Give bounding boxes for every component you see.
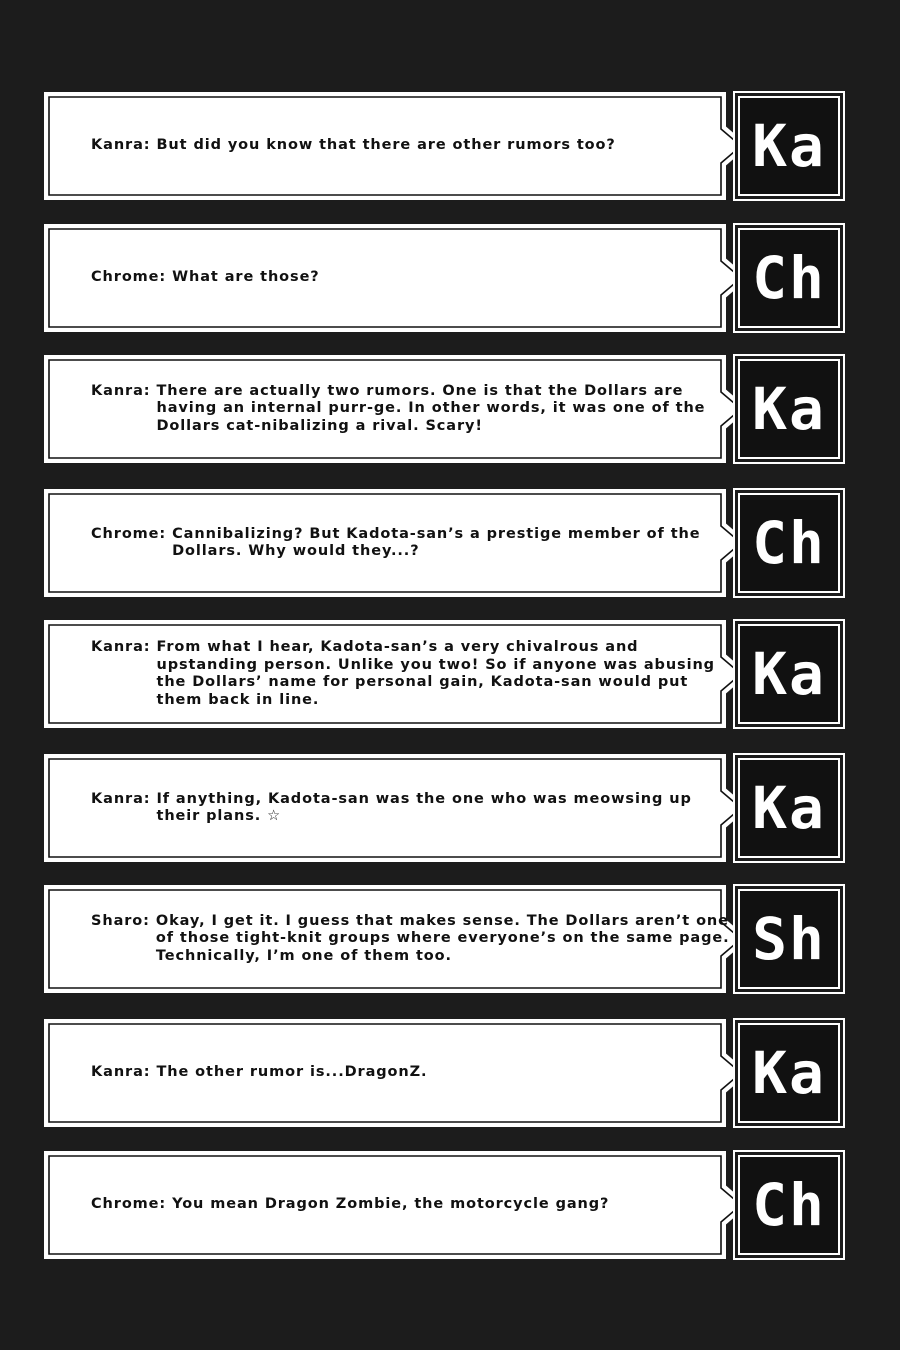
speaker-badge xyxy=(733,91,845,201)
speech-bubble xyxy=(43,223,729,333)
speech-bubble xyxy=(43,1018,729,1128)
speaker-badge-label: Ch xyxy=(738,1155,840,1255)
message-body: Okay, I get it. I guess that makes sense. The Dollars aren’t one of those tight-knit groups where everyone’s on the same page. Technically, I’m one of them too. xyxy=(155,912,730,964)
speaker-name: Kanra: xyxy=(91,1064,151,1081)
message-text xyxy=(91,884,731,994)
speaker-name: Kanra: xyxy=(91,137,151,154)
message-body: If anything, Kadota-san was the one who was meowsing up their plans. ☆ xyxy=(156,790,692,824)
speech-bubble xyxy=(43,1150,729,1260)
speaker-badge xyxy=(733,1018,845,1128)
message-text xyxy=(91,223,731,333)
speaker-badge-label: Sh xyxy=(738,889,840,989)
message-text xyxy=(91,753,731,863)
speaker-name: Chrome: xyxy=(91,1196,167,1213)
message-body: Cannibalizing? But Kadota-san’s a prestige member of the Dollars. Why would they...? xyxy=(172,525,701,559)
speaker-badge xyxy=(733,1150,845,1260)
speech-bubble xyxy=(43,753,729,863)
message-body: You mean Dragon Zombie, the motorcycle gang? xyxy=(172,1196,610,1213)
message-text xyxy=(91,488,731,598)
message-text xyxy=(91,1150,731,1260)
message-text xyxy=(91,619,731,729)
message-text xyxy=(91,1018,731,1128)
message-row xyxy=(43,753,845,863)
speech-bubble xyxy=(43,884,729,994)
speech-bubble xyxy=(43,619,729,729)
speaker-name: Sharo: xyxy=(91,912,150,929)
message-text xyxy=(91,91,731,201)
message-body: The other rumor is...DragonZ. xyxy=(156,1064,428,1081)
message-row xyxy=(43,1018,845,1128)
speaker-badge-label: Ka xyxy=(738,1023,840,1123)
message-body: There are actually two rumors. One is that the Dollars are having an internal purr-ge. In other words, it was one of the Dollars cat-nibalizing a rival. Scary! xyxy=(156,382,706,434)
message-body: What are those? xyxy=(172,269,320,286)
speaker-badge xyxy=(733,223,845,333)
message-row xyxy=(43,488,845,598)
speaker-badge-label: Ch xyxy=(738,493,840,593)
speaker-badge xyxy=(733,753,845,863)
message-body: But did you know that there are other rumors too? xyxy=(156,137,616,154)
speaker-badge xyxy=(733,619,845,729)
speaker-badge-label: Ka xyxy=(738,624,840,724)
speech-bubble xyxy=(43,91,729,201)
speaker-badge-label: Ka xyxy=(738,758,840,858)
speech-bubble xyxy=(43,354,729,464)
speaker-name: Kanra: xyxy=(91,790,151,807)
message-row xyxy=(43,884,845,994)
message-body: From what I hear, Kadota-san’s a very chivalrous and upstanding person. Unlike you two! So if anyone was abusing the Dollars’ name for personal gain, Kadota-san would put them back in line. xyxy=(156,639,715,708)
message-row xyxy=(43,1150,845,1260)
message-row xyxy=(43,619,845,729)
speaker-badge xyxy=(733,884,845,994)
message-row xyxy=(43,91,845,201)
message-row xyxy=(43,223,845,333)
speaker-name: Chrome: xyxy=(91,525,167,542)
speaker-badge-label: Ka xyxy=(738,96,840,196)
speaker-badge xyxy=(733,488,845,598)
message-text xyxy=(91,354,731,464)
speaker-name: Kanra: xyxy=(91,382,151,399)
speaker-badge-label: Ch xyxy=(738,228,840,328)
speaker-badge xyxy=(733,354,845,464)
speech-bubble xyxy=(43,488,729,598)
speaker-name: Chrome: xyxy=(91,269,167,286)
message-row xyxy=(43,354,845,464)
speaker-name: Kanra: xyxy=(91,639,151,655)
speaker-badge-label: Ka xyxy=(738,359,840,459)
